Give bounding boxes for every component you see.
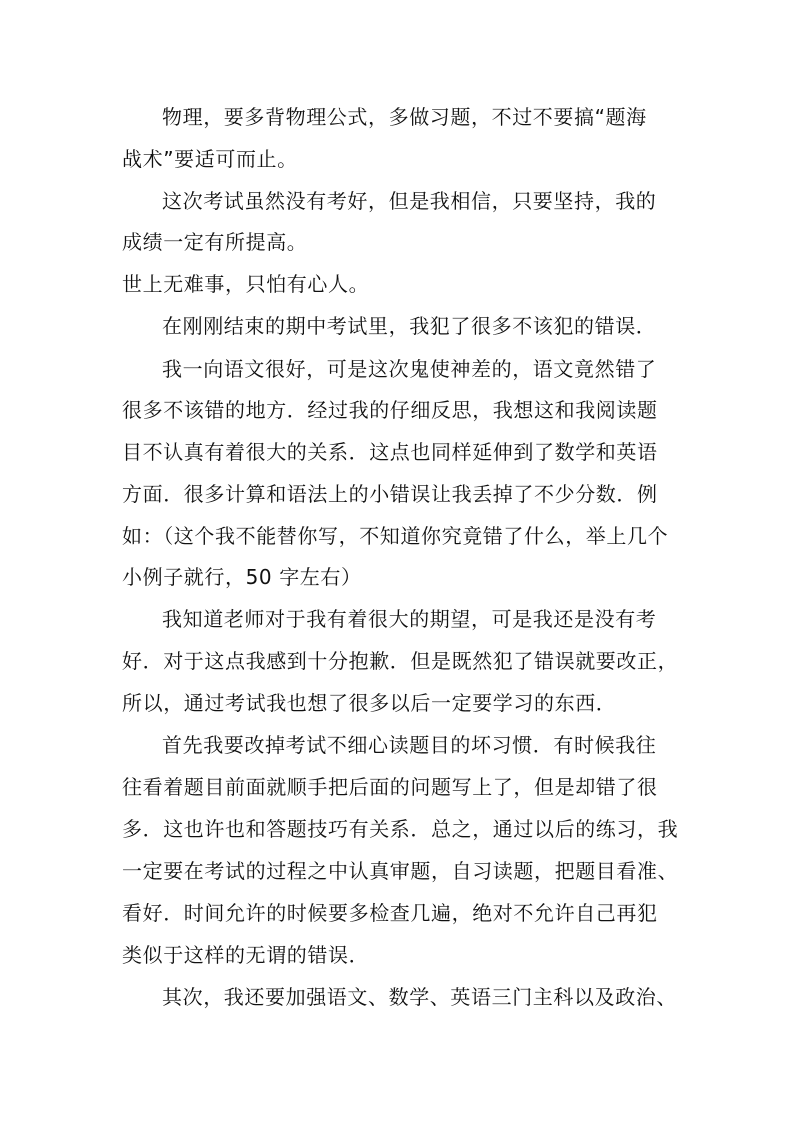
text-line: 好．对于这点我感到十分抱歉．但是既然犯了错误就要改正， <box>122 649 679 673</box>
text-line: 很多不该错的地方．经过我的仔细反思，我想这和我阅读题 <box>122 398 658 422</box>
text-line: 多．这也许也和答题技巧有关系．总之，通过以后的练习，我 <box>122 817 679 841</box>
text-line: 目不认真有着很大的关系．这点也同样延伸到了数学和英语 <box>122 440 658 464</box>
text-line: 我一向语文很好，可是这次鬼使神差的，语文竟然错了 <box>162 357 657 381</box>
text-line: 首先我要改掉考试不细心读题目的坏习惯．有时候我往 <box>162 733 657 757</box>
text-line: 一定要在考试的过程之中认真审题，自习读题，把题目看准、 <box>122 859 679 883</box>
text-line: 这次考试虽然没有考好，但是我相信，只要坚持，我的 <box>162 189 657 213</box>
text-line: 我知道老师对于我有着很大的期望，可是我还是没有考 <box>162 607 657 631</box>
text-line: 在刚刚结束的期中考试里，我犯了很多不该犯的错误． <box>162 314 657 338</box>
text-line: 往看着题目前面就顺手把后面的问题写上了，但是却错了很 <box>122 775 658 799</box>
text-line: 成绩一定有所提高。 <box>122 230 308 254</box>
text-line: 世上无难事，只怕有心人。 <box>122 272 370 296</box>
text-line: 所以，通过考试我也想了很多以后一定要学习的东西． <box>122 691 617 715</box>
text-line: 战术”要适可而止。 <box>122 147 298 171</box>
text-line: 看好．时间允许的时候要多检查几遍，绝对不允许自己再犯 <box>122 901 658 925</box>
text-line: 方面．很多计算和语法上的小错误让我丢掉了不少分数．例 <box>122 482 658 506</box>
text-line: 如：（这个我不能替你写，不知道你究竟错了什么，举上几个 <box>122 524 669 548</box>
text-line: 物理，要多背物理公式，多做习题，不过不要搞“题海 <box>162 105 647 129</box>
text-line: 小例子就行，50 字左右） <box>122 565 362 589</box>
text-line: 其次，我还要加强语文、数学、英语三门主科以及政治、 <box>162 985 677 1009</box>
text-line: 类似于这样的无谓的错误． <box>122 943 370 967</box>
